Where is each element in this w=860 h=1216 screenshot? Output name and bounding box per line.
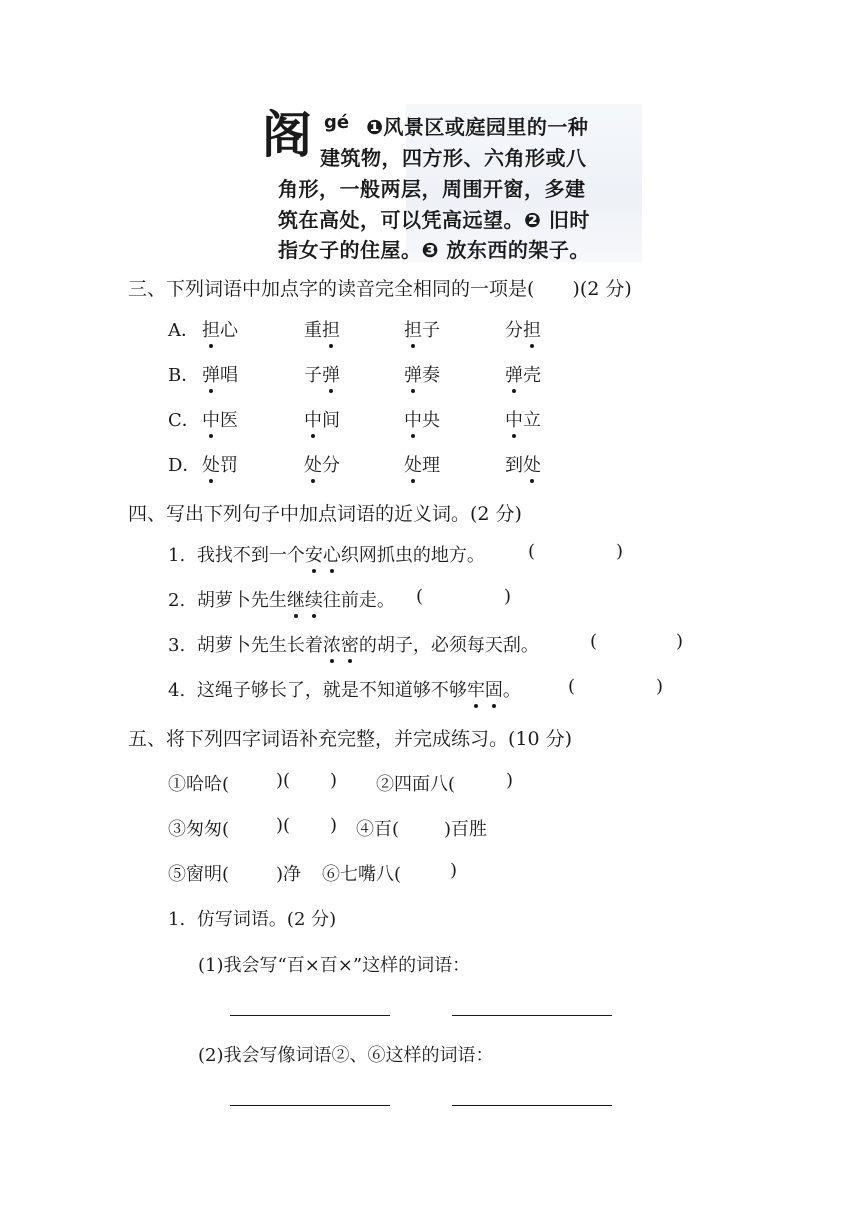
sentence-start: 我找不到一个 (196, 545, 305, 566)
section-5-title: 五、将下列四字词语补充完整，并完成练习。(10 分) (128, 728, 573, 750)
s4-item-1 (168, 541, 485, 567)
s5-subquestion (168, 905, 336, 931)
option-word (202, 316, 238, 342)
idiom-3-part-b: )( (276, 815, 291, 836)
idiom-1-part-c: ) (330, 770, 338, 791)
dotted-char: 中 (304, 406, 322, 432)
answer-close-paren: ) (676, 631, 684, 652)
sentence-end: 往前走。 (322, 590, 395, 611)
dotted-char: 密 (341, 631, 359, 657)
option-word (202, 361, 238, 387)
answer-line[interactable] (452, 1015, 612, 1016)
dotted-char: 牢 (467, 676, 485, 702)
section-4-title: 四、写出下列句子中加点词语的近义词。(2 分) (128, 503, 522, 525)
option-word (404, 406, 440, 432)
option-word (505, 406, 541, 432)
answer-line[interactable] (230, 1105, 390, 1106)
sentence-start: 胡萝卜先生长着 (196, 635, 323, 656)
idiom-4-part-a: ④百( (356, 819, 400, 840)
word-char: 央 (422, 410, 440, 431)
answer-line[interactable] (452, 1105, 612, 1106)
sentence-start: 胡萝卜先生 (196, 590, 287, 611)
dotted-char: 安 (305, 541, 323, 567)
item-number: 3. (168, 635, 186, 656)
dotted-char: 弹 (202, 361, 220, 387)
word-char: 重 (304, 320, 322, 341)
option-word (304, 361, 340, 387)
word-char: 间 (322, 410, 340, 431)
word-char: 子 (304, 365, 322, 386)
answer-line[interactable] (230, 1015, 390, 1016)
option-label: B． (168, 365, 200, 386)
word-char: 子 (422, 320, 440, 341)
option-word (304, 316, 340, 342)
answer-open-paren: ( (528, 541, 536, 562)
answer-close-paren: ) (656, 676, 664, 697)
option-word (304, 451, 340, 477)
word-char: 唱 (220, 365, 238, 386)
item-number: 4. (168, 680, 186, 701)
sentence-start: 这绳子够长了，就是不知道够不够 (196, 680, 467, 701)
s4-item-3 (168, 631, 539, 657)
dotted-char: 处 (202, 451, 220, 477)
dictionary-line-4: 筑在高处，可以凭高远望。❷ 旧时 (278, 208, 590, 232)
idiom-2-part-a: ②四面八( (376, 774, 456, 795)
dotted-char: 担 (322, 316, 340, 342)
dotted-char: 弹 (404, 361, 422, 387)
word-char: 医 (220, 410, 238, 431)
item-number: 1. (168, 909, 186, 930)
dotted-char: 心 (323, 541, 341, 567)
dotted-char: 继 (287, 586, 305, 612)
option-word (505, 451, 541, 477)
option-word (505, 316, 541, 342)
word-char: 壳 (523, 365, 541, 386)
idiom-1-part-a: ①哈哈( (168, 774, 230, 795)
s4-item-4 (168, 676, 521, 702)
section-3-title: 三、下列词语中加点字的读音完全相同的一项是( )(2 分) (128, 278, 632, 300)
sentence-end: 的胡子，必须每天刮。 (358, 635, 539, 656)
option-label: D． (168, 455, 201, 476)
dotted-char: 弹 (322, 361, 340, 387)
s4-item-2 (168, 586, 395, 612)
dictionary-line-3: 角形，一般两层，周围开窗，多建 (278, 177, 586, 201)
answer-close-paren: ) (616, 541, 624, 562)
dotted-char: 担 (404, 316, 422, 342)
word-char: 理 (422, 455, 440, 476)
option-word (202, 406, 238, 432)
option-word (505, 361, 541, 387)
option-word (304, 406, 340, 432)
dictionary-headword: 阁 (262, 106, 312, 164)
word-char: 奏 (422, 365, 440, 386)
prompt-1: (1)我会写“百×百×”这样的词语： (198, 955, 471, 976)
option-word (202, 451, 238, 477)
dotted-char: 弹 (505, 361, 523, 387)
word-char: 罚 (220, 455, 238, 476)
idiom-2-part-b: ) (506, 770, 514, 791)
prompt-2: (2)我会写像词语②、⑥这样的词语： (198, 1045, 494, 1066)
word-char: 心 (220, 320, 238, 341)
option-word (404, 316, 440, 342)
word-char: 分 (505, 320, 523, 341)
answer-open-paren: ( (568, 676, 576, 697)
idiom-3-part-a: ③匆匆( (168, 819, 230, 840)
dotted-char: 担 (523, 316, 541, 342)
option-word (404, 361, 440, 387)
option-label: A． (168, 320, 199, 341)
subquestion-title: 仿写词语。(2 分) (196, 909, 337, 930)
answer-open-paren: ( (416, 586, 424, 607)
idiom-6-part-b: ) (450, 860, 458, 881)
dictionary-line-5: 指女子的住屋。❸ 放东西的架子。 (278, 238, 590, 262)
option-word (404, 451, 440, 477)
dictionary-pinyin: gé (324, 112, 350, 133)
dotted-char: 浓 (323, 631, 341, 657)
dotted-char: 中 (202, 406, 220, 432)
idiom-5-part-b: )净 (276, 864, 302, 885)
idiom-6-part-a: ⑥七嘴八( (322, 864, 402, 885)
sentence-end: 。 (502, 680, 521, 701)
option-label: C． (168, 410, 200, 431)
answer-close-paren: ) (504, 586, 512, 607)
dotted-char: 处 (304, 451, 322, 477)
dotted-char: 处 (404, 451, 422, 477)
dictionary-line-1: ❶风景区或庭园里的一种 (366, 115, 589, 139)
dotted-char: 担 (202, 316, 220, 342)
idiom-1-part-b: )( (276, 770, 291, 791)
word-char: 立 (523, 410, 541, 431)
idiom-4-part-b: )百胜 (444, 819, 488, 840)
dictionary-line-2: 建筑物，四方形、六角形或八 (320, 146, 587, 170)
idiom-5-part-a: ⑤窗明( (168, 864, 230, 885)
word-char: 到 (505, 455, 523, 476)
answer-open-paren: ( (590, 631, 598, 652)
item-number: 2. (168, 590, 186, 611)
dotted-char: 处 (523, 451, 541, 477)
sentence-end: 织网抓虫的地方。 (340, 545, 485, 566)
dotted-char: 中 (505, 406, 523, 432)
dictionary-entry-image (256, 104, 642, 262)
dotted-char: 中 (404, 406, 422, 432)
idiom-3-part-c: ) (330, 815, 338, 836)
dotted-char: 续 (305, 586, 323, 612)
word-char: 分 (322, 455, 340, 476)
item-number: 1. (168, 545, 186, 566)
dotted-char: 固 (485, 676, 503, 702)
